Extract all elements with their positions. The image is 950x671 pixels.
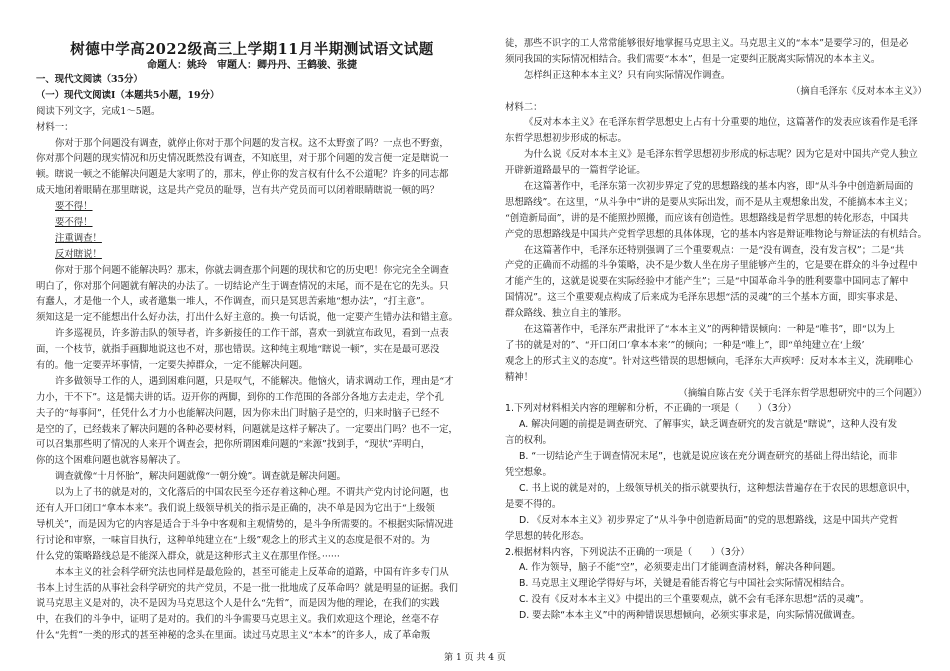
text-line: 你对于那个问题不能解决吗？那末，你就去调查那个问题的现状和它的历史吧！你完完全全调查 (55, 264, 449, 276)
text-line: 行讨论和审察，一味盲目执行，这种单纯建立在“上级”观念上的形式主义的态度是很不对的。为 (36, 534, 430, 546)
text-line: 书本上讨生活的从事社会科学研究的共产党员，不是一批一批地成了反革命吗？就是明显的证据。我们 (36, 582, 458, 594)
text-line: 说马克思主义是对的，决不是因为马克思这个人是什么“先哲”，而是因为他的理论，在我们的实践 (36, 598, 440, 610)
text-line: 面，一个枝节，就指手画脚地说这也不对，那也错误。这种纯主观地“瞎说一顿”，实在是最可恶没 (36, 344, 440, 356)
text-line: 产党的思想路线是中国共产党哲学思想的具体体现，它的基本内容是辩证唯物论与辩证法的有机结合。 (505, 228, 927, 240)
text-line: 1.下列对材料相关内容的理解和分析，不正确的一项是（ ）（3分） (505, 403, 797, 415)
text-line: A. 作为领导，脑子不能“空”，必须要走出门才能调查清材料，解决各种问题。 (519, 562, 841, 574)
text-line: 才能产生的，这就是说要在实际经验中才能产生”；三是“中国革命斗争的胜利要靠中国同志了解中 (505, 276, 909, 288)
text-line: 群众路线、独立自主的雏形。 (505, 308, 627, 320)
text-line: 有的。他一定要弄坏事情，一定要失掉群众，一定不能解决问题。 (36, 360, 308, 372)
text-line: 怎样纠正这种本本主义？只有向实际情况作调查。 (524, 69, 731, 81)
text-line: “创造新局面”，讲的是不能照抄照搬，而应该有创造性。思想路线是哲学思想的转化形态，中国共 (505, 212, 909, 224)
text-line: 什么党的策略路线总是不能深入群众，就是这种形式主义在那里作怪。······ (36, 550, 340, 562)
text-line: 2.根据材料内容，下列说法不正确的一项是（ ）（3分） (505, 546, 750, 558)
text-line: 导机关”，而是因为它的内容是适合于斗争中客观和主观情势的，是斗争所需要的。不根据实际情况进 (36, 518, 454, 530)
text-line: D. 《反对本本主义》初步界定了“从斗争中创造新局面”的党的思想路线，这是中国共产党哲 (519, 514, 899, 526)
text-line: 开辟新道路最早的一篇哲学论证。 (505, 165, 646, 177)
text-line: 在这篇著作中，毛泽东严肃批评了“本本主义”的两种错误倾向：一种是“唯书”，即“以为上 (524, 324, 895, 336)
text-line: 一、现代文阅读（35分） (36, 74, 143, 85)
text-line: 观念上的形式主义的态度”。针对这些错误的思想倾向，毛泽东大声疾呼：反对本本主义，洗刷唯心 (505, 355, 913, 367)
text-line: 许多巡视员，许多游击队的领导者，许多新接任的工作干部，喜欢一到就宣布政见，看到一点表 (55, 328, 449, 340)
text-line: 可以召集那些明了情况的人来开个调查会，把你所谓困难问题的“来源”找到手，“现状”弄明白， (36, 439, 431, 451)
text-line: 是要不得的。 (505, 498, 562, 510)
text-line: 有蠢人，才是他一个人，或者邀集一堆人，不作调查，而只是冥思苦索地“想办法”，“打主意”。 (36, 296, 431, 308)
text-line: 须知这是一定不能想出什么好办法，打出什么好主意的。换一句话说，他一定要产生错办法和错主意。 (36, 312, 458, 324)
text-line: 学思想的转化形态。 (505, 530, 590, 542)
text-line: 精神！ (505, 371, 534, 383)
text-line: 顿。瞎说一顿之不能解决问题是大家明了的，那末，停止你的发言权有什么不公道呢？许多的同志都 (36, 169, 449, 181)
text-line: 你对于那个问题没有调查，就停止你对于那个问题的发言权。这不太野蛮了吗？一点也不野蛮， (55, 137, 449, 149)
text-line: 凭空想象。 (505, 467, 552, 479)
text-line: 是空的了，已经载来了解决问题的各种必要材料，问题就是这样子解决了。一定要出门吗？也不一定， (36, 423, 458, 435)
text-line: 夫子的“每事问”，任凭什么才力小也能解决问题，因为你未出门时脑子是空的，归来时脑子已经不 (36, 407, 440, 419)
page-footer: 第 1 页 共 4 页 (444, 653, 506, 663)
text-line: 在这篇著作中，毛泽东还特别强调了三个重要观点：一是“没有调查，没有发言权”；二是“共 (524, 244, 905, 256)
text-line: B. 马克思主义理论学得好与坏，关键是看能否将它与中国社会实际情况相结合。 (519, 578, 851, 590)
text-line: 材料二： (505, 101, 543, 113)
text-line: 思想路线”。在这里，“从斗争中”讲的是要从实际出发，而不是从主观想象出发，不能搞本本主义； (505, 196, 914, 208)
text-line: A. 解决问题的前提是调查研究、了解事实，缺乏调查研究的发言就是“瞎说”，这种人没有发 (519, 419, 898, 431)
text-line: （一）现代文阅读Ⅰ（本题共5小题，19分） (36, 89, 220, 101)
text-line: 你对那个问题的现实情况和历史情况既然没有调查，不知底里，对于那个问题的发言便一定是瞎说一 (36, 153, 449, 165)
text-line: 徒，那些不识字的工人常常能够很好地掌握马克思主义。马克思主义的“本本”是要学习的，但是必 (505, 38, 909, 49)
text-line: 产党的正确而不动摇的斗争策略，决不是少数人坐在房子里能够产生的，它是要在群众的斗争过程中 (505, 260, 918, 272)
right-text-lines (505, 36, 927, 624)
text-line: 须同我国的实际情况相结合。我们需要“本本”，但是一定要纠正脱离实际情况的本本主义。 (505, 53, 881, 65)
text-line: C. 书上说的就是对的，上级领导机关的指示就要执行，这种想法普遍存在于农民的思想意识中， (519, 482, 916, 494)
text-line: 许多做领导工作的人，遇到困难问题，只是叹气，不能解决。他恼火，请求调动工作，理由是“才 (55, 375, 454, 387)
text-line: （摘自毛泽东《反对本本主义》） (790, 85, 927, 97)
text-line: 本本主义的社会科学研究法也同样是最危险的，甚至可能走上反革命的道路，中国有许多专门从 (55, 566, 449, 578)
text-line: 言的权利。 (505, 435, 552, 447)
text-line: 要不得！ (55, 217, 93, 229)
text-line: 要不得！ (55, 201, 93, 213)
text-line: B. “一切结论产生于调查情况末尾”，也就是说应该在充分调查研究的基础上得出结论，而非 (519, 451, 898, 463)
text-line: C. 没有《反对本本主义》中提出的三个重要观点，就不会有毛泽东思想“活的灵魂”。 (519, 594, 870, 606)
text-line: 明白了，你对那个问题就有解决的办法了。一切结论产生于调查情况的末尾，而不是在它的先头。只 (36, 280, 449, 292)
text-line: 中，在我们的斗争中，证明了是对的。我们的斗争需要马克思主义。我们欢迎这个理论，丝毫不存 (36, 614, 440, 626)
left-text-lines (36, 72, 458, 644)
text-line: 在这篇著作中，毛泽东第一次初步界定了党的思想路线的基本内容，即“从斗争中创造新局面的 (524, 181, 914, 193)
text-line: 以为上了书的就是对的，文化落后的中国农民至今还存着这种心理。不谓共产党内讨论问题，也 (55, 487, 449, 499)
text-line: 成天地闭着眼睛在那里瞎说，这是共产党员的耻辱，岂有共产党员而可以闭着眼睛瞎说一顿的吗？ (36, 185, 440, 197)
authors-line: 命题人：姚玲 审题人：卿丹丹、王鹤骏、张捷 (147, 60, 357, 71)
text-line: 力小，干不下”。这是懦夫讲的话。迈开你的两脚，到你的工作范围的各部分各地方去走走，学个孔 (36, 391, 444, 403)
text-line: 了书的就是对的”、“开口闭口‘拿本本来’”的倾向；一种是“唯上”，即“单纯建立在‘上级’ (505, 339, 865, 351)
text-line: 《反对本本主义》在毛泽东哲学思想史上占有十分重要的地位，这篇著作的发表应该看作是毛泽 (524, 117, 918, 129)
text-line: 什么“先哲”一类的形式的甚至神秘的念头在里面。读过马克思主义“本本”的许多人，成了革命叛 (36, 630, 431, 642)
text-line: D. 要去除“本本主义”中的两种错误思想倾向，必须实事求是，向实际情况做调查。 (519, 610, 861, 622)
text-line: 注重调查！ (55, 232, 102, 244)
text-line: 材料一： (36, 121, 74, 133)
text-line: 国情况”。这三个重要观点构成了后来成为毛泽东思想“活的灵魂”的三个基本方面，即实事求是、 (505, 292, 904, 304)
text-line: 东哲学思想初步形成的标志。 (505, 133, 627, 145)
text-line: （摘编自陈占安《关于毛泽东哲学思想研究中的三个问题》） (678, 387, 927, 399)
exam-title: 树德中学高2022级高三上学期11月半期测试语文试题 (70, 41, 434, 58)
text-line: 你的这个困难问题也就容易解决了。 (36, 455, 187, 467)
text-line: 为什么说《反对本本主义》是毛泽东哲学思想初步形成的标志呢？因为它是对中国共产党人独立 (524, 149, 918, 161)
text-line: 反对瞎说！ (55, 248, 102, 260)
text-line: 调查就像“十月怀胎”，解决问题就像“一朝分娩”。调查就是解决问题。 (55, 471, 347, 483)
text-line: 阅读下列文字，完成1～5题。 (36, 105, 161, 117)
text-line: 还有人开口闭口“拿本本来”。我们说上级领导机关的指示是正确的，决不单是因为它出于“上级领 (36, 503, 435, 515)
